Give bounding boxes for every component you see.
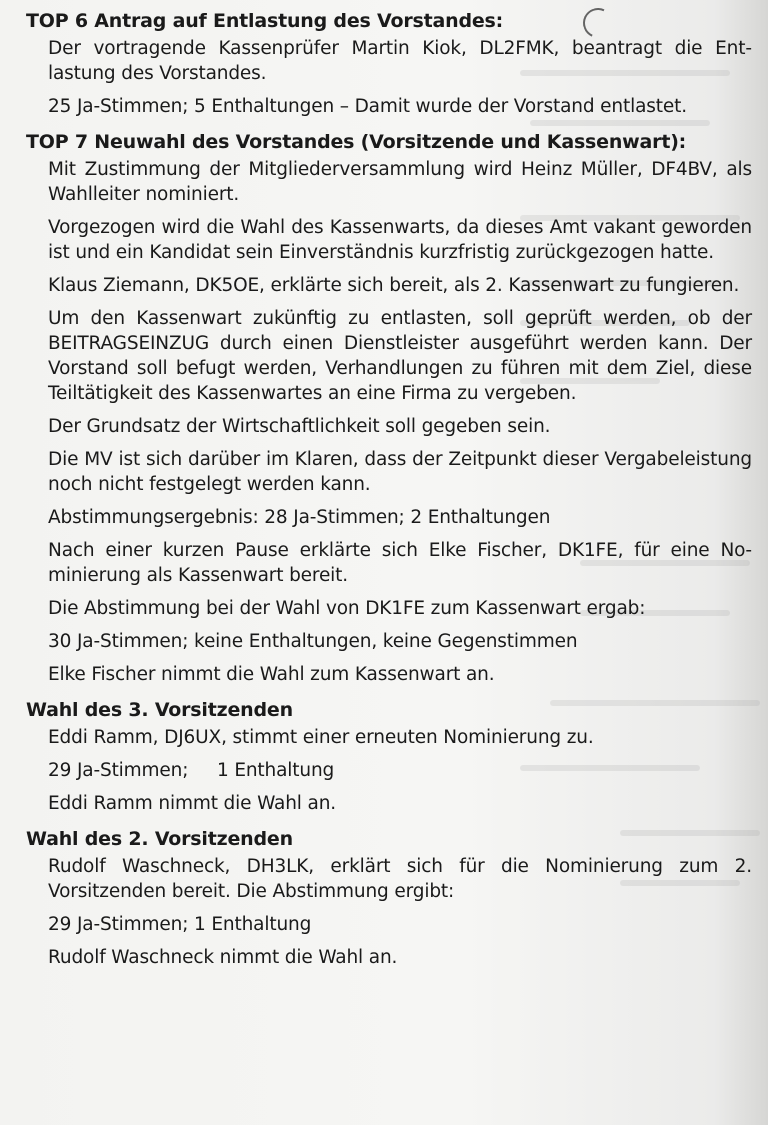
document-content (26, 6, 752, 978)
section-top-7 (26, 127, 752, 687)
paragraph: Eddi Ramm, DJ6UX, stimmt einer erneuten Nominierung zu. (48, 727, 594, 748)
paragraph: 29 Ja-Stimmen; 1 Enthaltung (48, 914, 312, 935)
paragraph: 29 Ja-Stimmen; 1 Enthaltung (48, 760, 335, 781)
paragraph: Vorgezogen wird die Wahl des Kassenwarts, da dieses Amt vakant geworden ist und ein Kandidat sein Einverständnis kurzfristig zurückgezogen hatte. (48, 217, 752, 263)
section-heading: TOP 7 Neuwahl des Vorstandes (Vorsitzende und Kassenwart): (26, 131, 687, 153)
paragraph: Der vortragende Kassenprüfer Martin Kiok, DL2FMK, beantragt die Entlastung des Vorstandes. (48, 38, 752, 84)
paragraph: Mit Zustimmung der Mitgliederversammlung wird Heinz Müller, DF4BV, als Wahlleiter nominiert. (48, 159, 752, 205)
section-top-6 (26, 6, 752, 119)
section-wahl-2-vorsitzender (26, 824, 752, 970)
paragraph: Elke Fischer nimmt die Wahl zum Kassenwart an. (48, 664, 495, 685)
paragraph: 30 Ja-Stimmen; keine Enthaltungen, keine Gegenstimmen (48, 631, 578, 652)
section-wahl-3-vorsitzender (26, 695, 752, 816)
section-heading: Wahl des 3. Vorsitzenden (26, 699, 293, 721)
paragraph: Rudolf Waschneck, DH3LK, erklärt sich für die Nominierung zum 2. Vorsitzenden bereit. Die Abstimmung ergibt: (48, 856, 752, 902)
section-heading: Wahl des 2. Vorsitzenden (26, 828, 293, 850)
paragraph: Die Abstimmung bei der Wahl von DK1FE zum Kassenwart ergab: (48, 598, 646, 619)
paragraph: Abstimmungsergebnis: 28 Ja-Stimmen; 2 Enthaltungen (48, 507, 551, 528)
paragraph: 25 Ja-Stimmen; 5 Enthaltungen – Damit wurde der Vorstand entlastet. (48, 96, 687, 117)
paragraph: Klaus Ziemann, DK5OE, erklärte sich bereit, als 2. Kassenwart zu fungieren. (48, 275, 740, 296)
paragraph: Die MV ist sich darüber im Klaren, dass der Zeitpunkt dieser Vergabeleistung noch nicht festgelegt werden kann. (48, 449, 752, 495)
paragraph: Nach einer kurzen Pause erklärte sich Elke Fischer, DK1FE, für eine Nominierung als Kassenwart bereit. (48, 540, 752, 586)
paragraph: Rudolf Waschneck nimmt die Wahl an. (48, 947, 398, 968)
section-heading: TOP 6 Antrag auf Entlastung des Vorstandes: (26, 10, 504, 32)
paragraph: Der Grundsatz der Wirtschaftlichkeit soll gegeben sein. (48, 416, 551, 437)
paragraph: Eddi Ramm nimmt die Wahl an. (48, 793, 337, 814)
paragraph: Um den Kassenwart zukünftig zu entlasten, soll geprüft werden, ob der BEITRAGSEINZUG durch einen Dienstleister ausgeführt werden kann. Der Vorstand soll befugt werden, Verhandlungen zu führen mit dem Ziel, diese Teiltätigkeit des Kassenwartes an eine Firma zu vergeben. (48, 308, 752, 404)
